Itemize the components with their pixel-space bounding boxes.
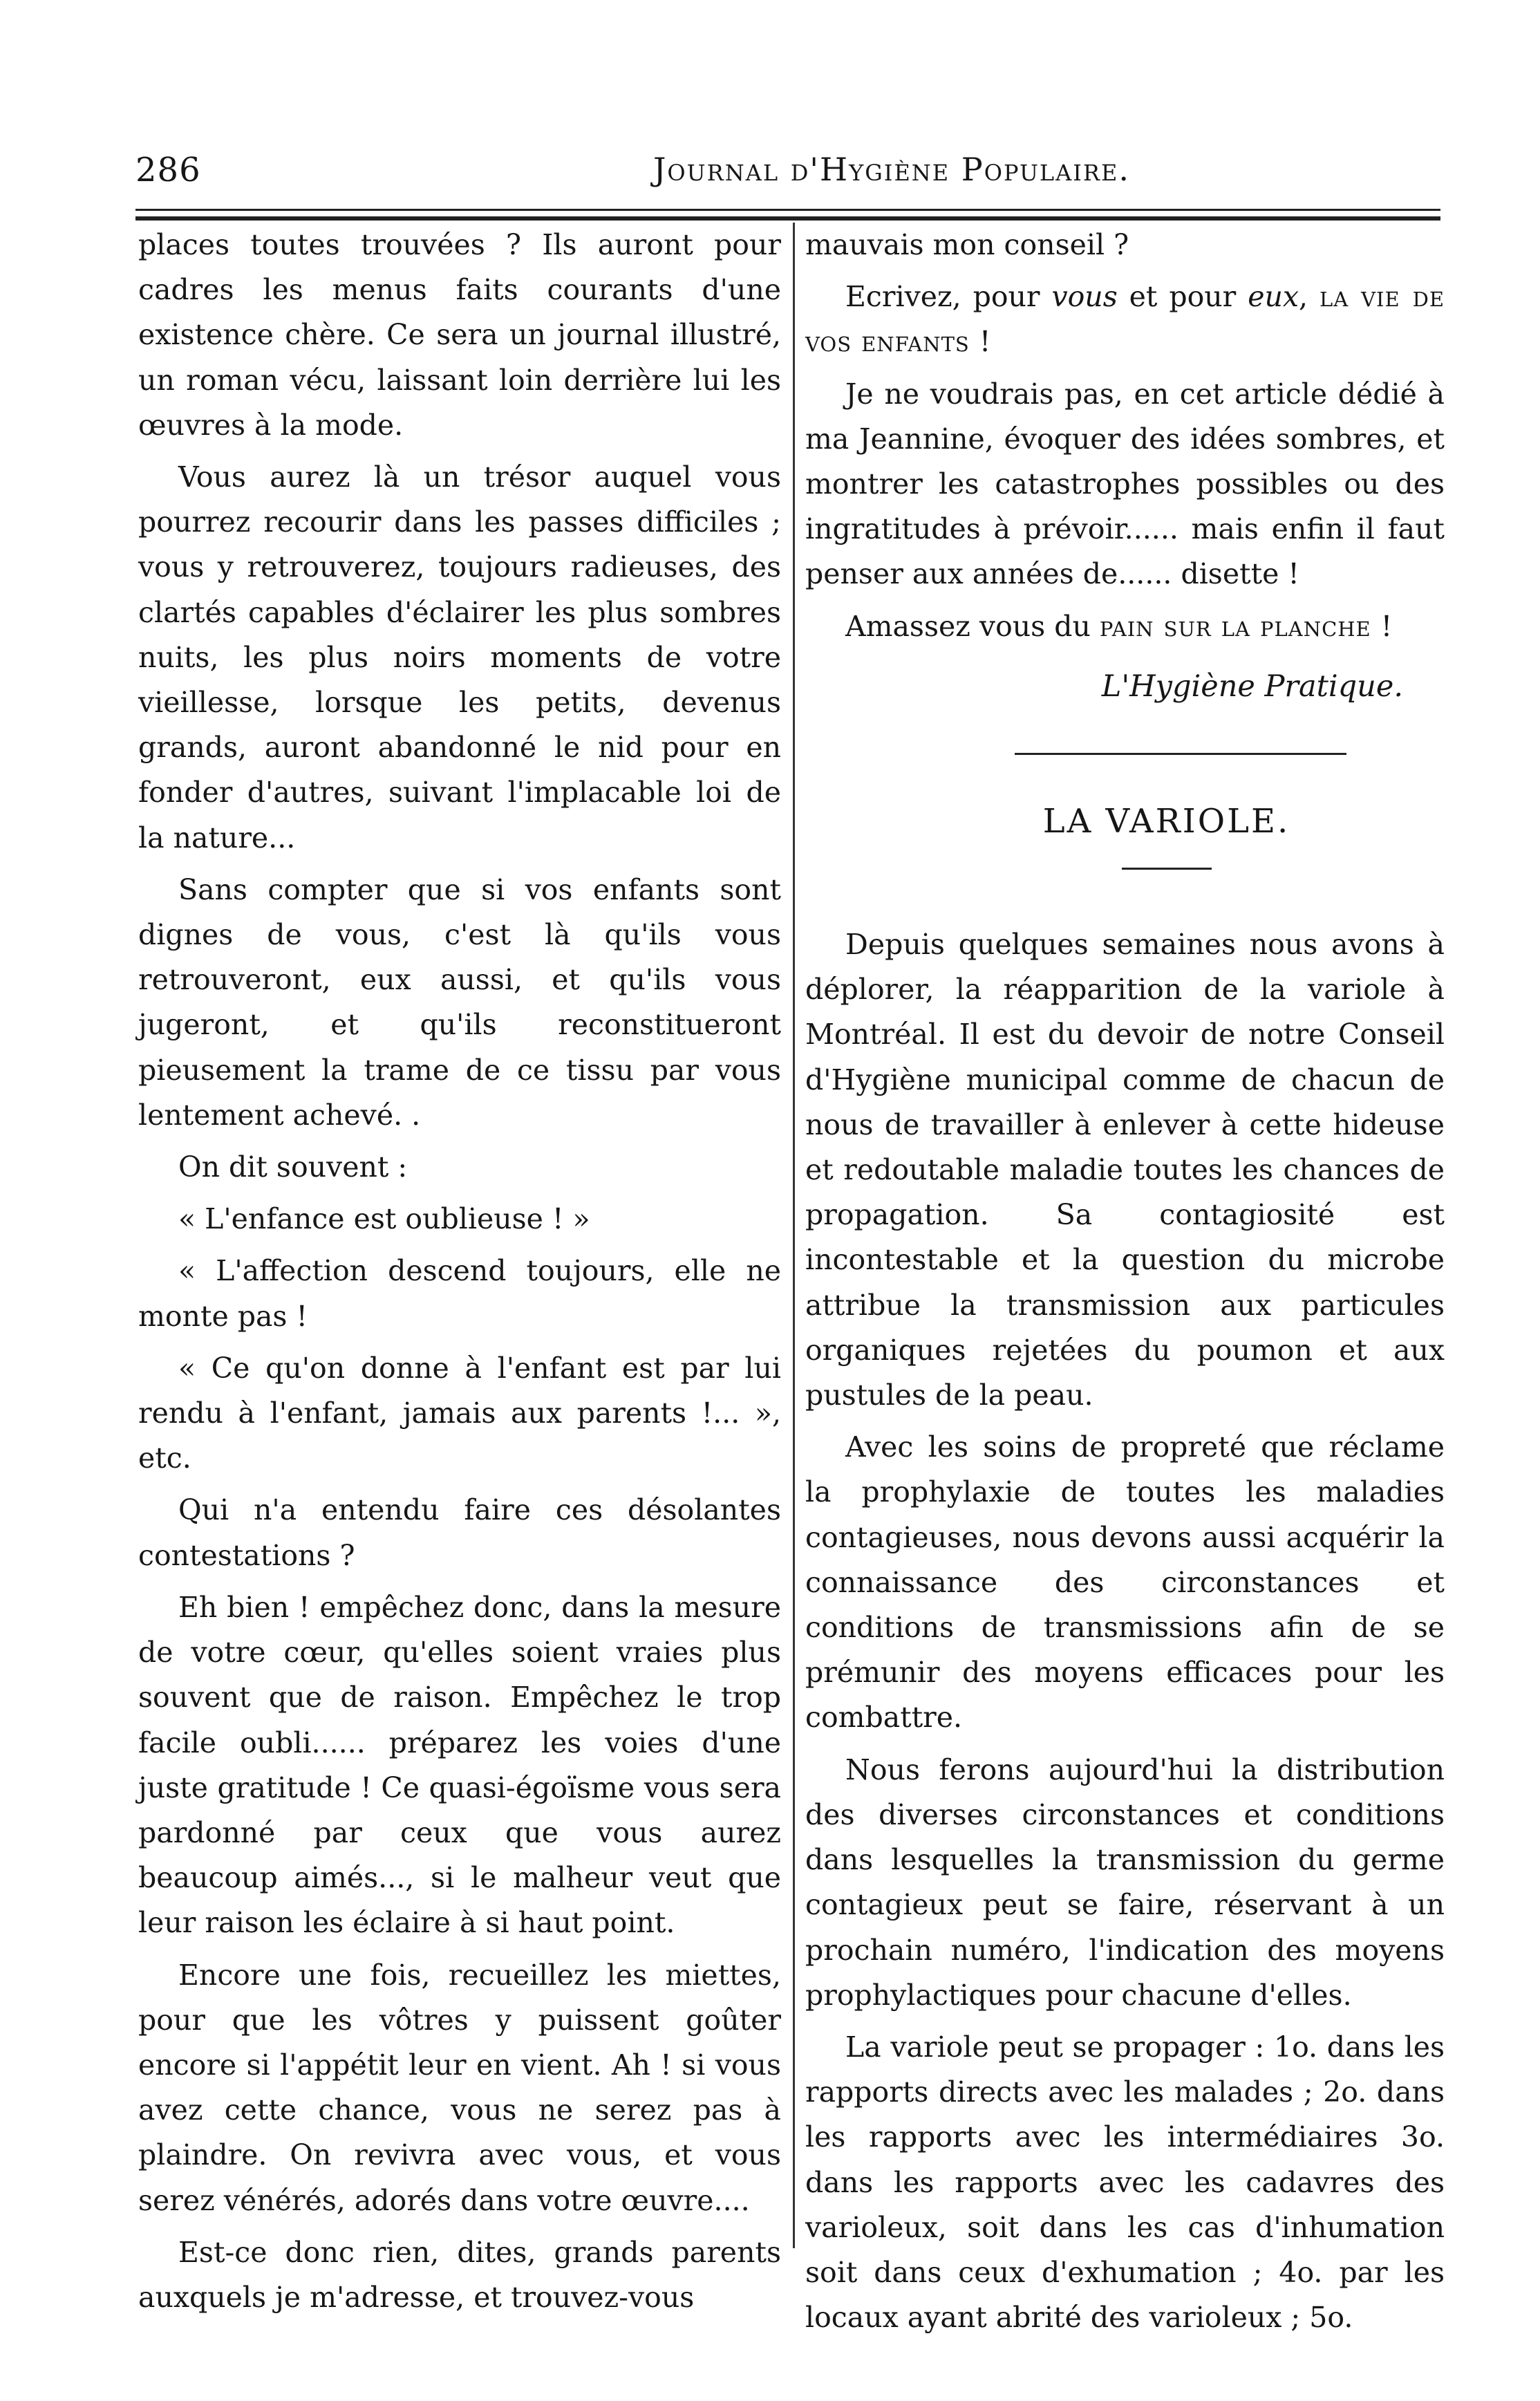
- column-divider: [793, 223, 795, 2248]
- paragraph: Je ne voudrais pas, en cet article dédié à ma Jeannine, évoquer des idées sombres, et montrer les catastrophes possibles ou des ingratitudes à prévoir...... mais enfin il faut penser aux années de...... disette !: [805, 377, 1445, 591]
- paragraph: Sans compter que si vos enfants sont dignes de vous, c'est là qu'ils vous retrouveront, eux aussi, et qu'ils vous jugeront, et qu'ils reconstitueront pieusement la trame de ce tissu par vous lentement achevé. .: [138, 872, 781, 1132]
- paragraph: « L'enfance est oublieuse ! »: [178, 1202, 590, 1236]
- section-separator: [1015, 753, 1346, 755]
- paragraph: places toutes trouvées ? Ils auront pour cadres les menus faits courants d'une existence chère. Ce sera un journal illustré, un roman vécu, laissant loin derrière lui les œuvres à la mode.: [138, 228, 781, 442]
- text-run: et pour: [1117, 280, 1248, 314]
- text-run: Ecrivez, pour: [845, 280, 1052, 314]
- header-rule-thin: [135, 209, 1440, 211]
- small-caps-run: pain sur la planche !: [1099, 609, 1393, 643]
- page-number: 286: [135, 151, 201, 189]
- header-rule-thick: [135, 216, 1440, 221]
- paragraph: « L'affection descend toujours, elle ne monte pas !: [138, 1254, 781, 1333]
- paragraph: mauvais mon conseil ?: [805, 228, 1129, 261]
- paragraph: Avec les soins de propreté que réclame la prophylaxie de toutes les maladies contagieuses, nous devons aussi acquérir la connaissance des circonstances et conditions de transmissions afin de se prémunir des moyens efficaces pour les combattre.: [805, 1430, 1445, 1735]
- text-run: Amassez vous du: [845, 609, 1100, 643]
- title-underline: [1122, 868, 1212, 870]
- paragraph: On dit souvent :: [178, 1150, 408, 1184]
- italic-run: vous: [1051, 280, 1118, 314]
- paragraph: La variole peut se propager : 1o. dans les rapports directs avec les malades ; 2o. dans les rapports avec les intermédiaires 3o. dans les rapports avec les cadavres des varioleux, soit dans les cas d'inhumation soit dans ceux d'exhumation ; 4o. par les locaux ayant abrité des varioleux ; 5o.: [805, 2030, 1445, 2335]
- paragraph: Nous ferons aujourd'hui la distribution des diverses circonstances et conditions dans lesquelles la transmission du germe contagieux peut se faire, réservant à un prochain numéro, l'indication des moyens prophylactiques pour chacune d'elles.: [805, 1753, 1445, 2012]
- paragraph: [805, 604, 1445, 649]
- paragraph: Depuis quelques semaines nous avons à déplorer, la réapparition de la variole à Montréal. Il est du devoir de notre Conseil d'Hygiène municipal comme de chacun de nous de travailler à enlever à cette hideuse et redoutable maladie toutes les chances de propagation. Sa contagiosité est incontestable et la question du microbe attribue la transmission aux particules organiques rejetées du poumon et aux pustules de la peau.: [805, 928, 1445, 1412]
- section-title: LA VARIOLE.: [1042, 801, 1290, 841]
- small-caps-run: la vie de vos enfants !: [805, 280, 1445, 359]
- text-run: ,: [1299, 280, 1320, 314]
- running-head: Journal d'Hygiène Populaire.: [652, 151, 1130, 188]
- paragraph: Encore une fois, recueillez les miettes, pour que les vôtres y puissent goûter encore si l'appétit leur en vient. Ah ! si vous avez cette chance, vous ne serez pas à plaindre. On revivra avec vous, et vous serez vénérés, adorés dans votre œuvre....: [138, 1958, 781, 2217]
- signature: L'Hygiène Pratique.: [1101, 669, 1403, 704]
- right-column: [805, 223, 1445, 2347]
- italic-run: eux: [1248, 280, 1299, 314]
- paragraph: Eh bien ! empêchez donc, dans la mesure de votre cœur, qu'elles soient vraies plus souvent que de raison. Empêchez le trop facile oubli...... préparez les voies d'une juste gratitude ! Ce quasi-égoïsme vous sera pardonné par ceux que vous aurez beaucoup aimés..., si le malheur veut que leur raison les éclaire à si haut point.: [138, 1590, 781, 1940]
- paragraph: [805, 274, 1445, 364]
- paragraph: « Ce qu'on donne à l'enfant est par lui rendu à l'enfant, jamais aux parents !... », etc.: [138, 1351, 781, 1475]
- paragraph: Vous aurez là un trésor auquel vous pourrez recourir dans les passes difficiles ; vous y retrouverez, toujours radieuses, des clartés capables d'éclairer les plus sombres nuits, les plus noirs moments de votre vieillesse, lorsque les petits, devenus grands, auront abandonné le nid pour en fonder d'autres, suivant l'implacable loi de la nature...: [138, 460, 781, 854]
- paragraph: Qui n'a entendu faire ces désolantes contestations ?: [138, 1493, 781, 1572]
- left-column: [138, 223, 781, 2327]
- paragraph: Est-ce donc rien, dites, grands parents auxquels je m'adresse, et trouvez-vous: [138, 2235, 781, 2314]
